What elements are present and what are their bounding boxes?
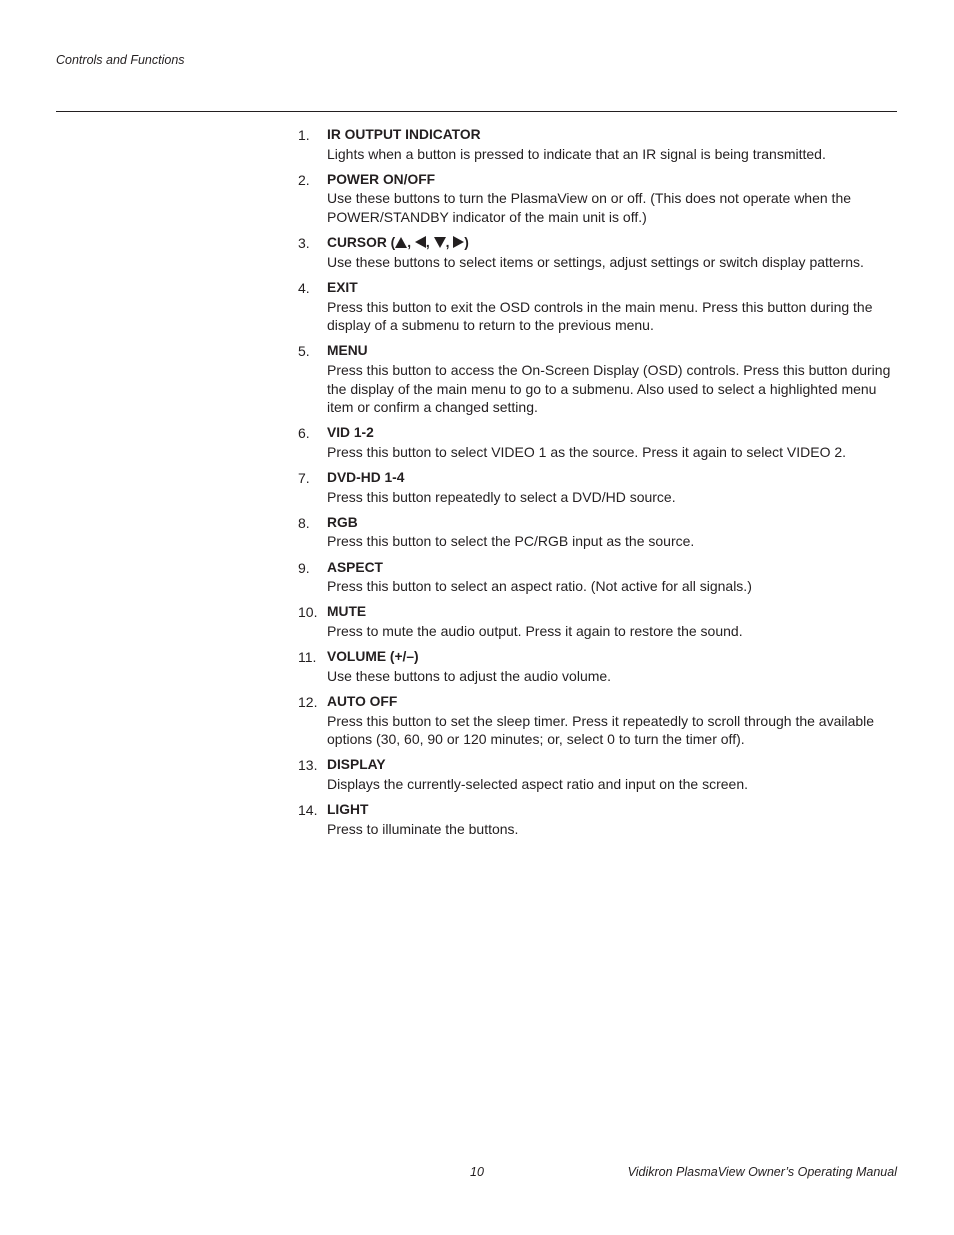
item-title: MENU: [327, 343, 368, 359]
item-number: 2.: [298, 171, 310, 188]
item-title: POWER ON/OFF: [327, 171, 436, 187]
list-item: [298, 469, 898, 506]
item-number: 10.: [298, 604, 318, 621]
list-item: [298, 514, 898, 551]
item-number: 5.: [298, 343, 310, 360]
item-number: 9.: [298, 559, 310, 576]
list-item: [298, 424, 898, 461]
item-description: Press to mute the audio output. Press it again to restore the sound.: [327, 623, 743, 639]
item-title: IR OUTPUT INDICATOR: [327, 127, 481, 142]
arrow-up-icon: [395, 237, 407, 248]
item-number: 11.: [298, 649, 317, 666]
list-item: [298, 801, 898, 838]
item-description: Press this button to access the On-Screen Display (OSD) controls. Press this button during the display of the main menu to go to a submenu. Also used to select a highlighted menu item or confirm a changed setting.: [327, 361, 891, 416]
arrow-left-icon: [415, 236, 426, 248]
item-title: [327, 234, 898, 253]
item-number: 6.: [298, 425, 310, 442]
title-separator: ,: [407, 235, 415, 251]
list-item: [298, 648, 898, 685]
item-description: Use these buttons to turn the PlasmaView on or off. (This does not operate when the POWER/STANDBY indicator of the main unit is off.): [327, 190, 852, 225]
list-item: [298, 693, 898, 749]
item-description: Press this button to exit the OSD controls in the main menu. Press this button during the display of a submenu to return to the previous menu.: [327, 298, 873, 334]
header-divider: [56, 111, 897, 112]
item-number: 14.: [298, 802, 318, 819]
item-title: LIGHT: [327, 802, 369, 818]
list-item: [298, 559, 898, 596]
item-description: Press this button to set the sleep timer. Press it repeatedly to scroll through the available options (30, 60, 90 or 120 minutes; or, select 0 to turn the timer off).: [327, 712, 875, 748]
item-description: Press this button to select the PC/RGB input as the source.: [327, 533, 695, 550]
list-item: [298, 234, 898, 271]
title-separator: ,: [425, 235, 434, 251]
arrow-down-icon: [434, 237, 446, 248]
cursor-title-suffix: ): [464, 235, 469, 251]
item-number: 8.: [298, 514, 310, 531]
item-description: Use these buttons to select items or settings, adjust settings or switch display patterns.: [327, 253, 864, 270]
item-description: Lights when a button is pressed to indicate that an IR signal is being transmitted.: [327, 145, 826, 162]
cursor-title-prefix: CURSOR (: [327, 235, 396, 251]
item-number: 1.: [298, 127, 310, 143]
list-item: [298, 171, 898, 227]
item-title: ASPECT: [327, 559, 383, 575]
item-description: Press to illuminate the buttons.: [327, 820, 519, 837]
manual-title: Vidikron PlasmaView Owner’s Operating Manual: [627, 1165, 897, 1179]
running-header: Controls and Functions: [56, 53, 185, 67]
item-number: 3.: [298, 235, 310, 252]
item-title: DVD-HD 1-4: [327, 470, 405, 486]
item-number: 13.: [298, 757, 318, 774]
list-item: [298, 279, 898, 335]
page-number: 10: [470, 1165, 484, 1179]
title-separator: ,: [445, 235, 454, 251]
list-item: [298, 603, 898, 640]
list-item: [298, 126, 898, 163]
list-item: [298, 756, 898, 793]
item-number: 7.: [298, 470, 310, 487]
item-title: EXIT: [327, 279, 358, 295]
item-description: Use these buttons to adjust the audio volume.: [327, 667, 612, 684]
item-number: 12.: [298, 693, 318, 710]
item-title: VOLUME (+/–): [327, 649, 419, 665]
item-description: Displays the currently-selected aspect ratio and input on the screen.: [327, 775, 749, 792]
item-title: MUTE: [327, 604, 367, 620]
item-description: Press this button to select an aspect ratio. (Not active for all signals.): [327, 578, 752, 595]
item-title: RGB: [327, 514, 358, 530]
item-title: VID 1-2: [327, 425, 374, 441]
item-number: 4.: [298, 279, 310, 296]
list-item: [298, 342, 898, 416]
item-description: Press this button to select VIDEO 1 as the source. Press it again to select VIDEO 2.: [327, 443, 847, 460]
controls-list: [298, 126, 898, 846]
item-title: DISPLAY: [327, 757, 386, 773]
item-description: Press this button repeatedly to select a DVD/HD source.: [327, 488, 676, 505]
item-title: AUTO OFF: [327, 693, 398, 709]
arrow-right-icon: [453, 236, 464, 248]
